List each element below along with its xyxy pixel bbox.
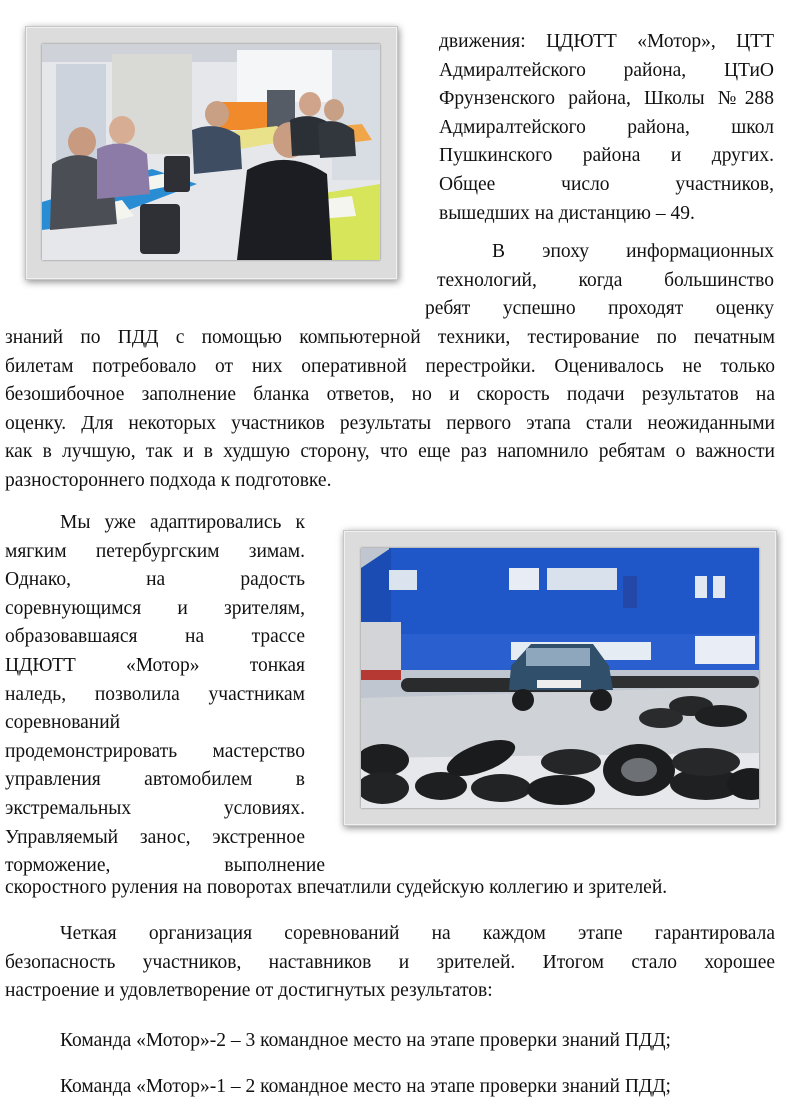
result-item: Команда «Мотор»-1 – 2 командное место на этапе проверки знаний ПДД; — [60, 1076, 671, 1097]
text-line: знаний по ПДД с помощью компьютерной техники, тестирование по печатным — [5, 327, 775, 348]
third-paragraph-end — [5, 874, 775, 903]
text-line: соревнований — [5, 712, 121, 734]
text-line: экстремальных условиях. — [5, 797, 305, 819]
text-line: движения: ЦДЮТТ «Мотор», ЦТТ — [439, 31, 774, 52]
text-line: Однако, на радость — [5, 569, 305, 591]
second-paragraph-body — [5, 324, 775, 496]
second-paragraph-start — [0, 238, 800, 324]
text-line: Пушкинского района и других. — [439, 145, 774, 167]
text-line: ребят успешно проходят оценку — [425, 298, 774, 320]
text-line: соревнующимся и зрителям, — [5, 597, 305, 619]
text-line: настроение и удовлетворение от достигнутых результатов: — [5, 980, 493, 1002]
text-line: торможение, выполнение — [5, 855, 325, 877]
text-line: разностороннего подхода к подготовке. — [5, 469, 332, 491]
text-line: как в лучшую, так и в худшую сторону, что еще раз напомнило ребятам о важности — [5, 441, 775, 463]
third-paragraph-start — [5, 509, 325, 881]
text-line: безошибочное заполнение бланка ответов, но и скорость подачи результатов на — [5, 384, 775, 406]
text-line: Управляемый занос, экстренное — [5, 826, 305, 848]
fourth-paragraph — [5, 920, 775, 1006]
text-line: продемонстрировать мастерство — [5, 740, 305, 762]
result-item: Команда «Мотор»-2 – 3 командное место на этапе проверки знаний ПДД; — [60, 1030, 671, 1051]
text-line: управления автомобилем в — [5, 769, 305, 791]
text-line: билетам потребовало от них оперативной перестройки. Оценивалось не только — [5, 355, 775, 377]
classroom-photo — [42, 44, 380, 260]
text-line: Адмиралтейского района, школ — [439, 116, 774, 138]
text-line: Четкая организация соревнований на каждом этапе гарантировала — [60, 923, 775, 944]
text-line: Фрунзенского района, Школы №288 — [439, 88, 774, 110]
text-line: вышедших на дистанцию – 49. — [439, 202, 695, 224]
text-line: Общее число участников, — [439, 173, 774, 195]
results-list — [60, 1018, 775, 1110]
text-line: образовавшаяся на трассе — [5, 626, 305, 648]
text-line: наледь, позволила участникам — [5, 683, 305, 705]
car-photo-frame — [343, 530, 777, 826]
text-line: В эпоху информационных — [492, 241, 774, 262]
text-line: мягким петербургским зимам. — [5, 540, 305, 562]
text-line: скоростного руления на поворотах впечатлили судейскую коллегию и зрителей. — [5, 877, 668, 898]
text-line: ЦДЮТТ «Мотор» тонкая — [5, 654, 305, 676]
car-photo — [361, 548, 759, 808]
text-line: оценку. Для некоторых участников результаты первого этапа стали неожиданными — [5, 412, 775, 434]
text-line: Адмиралтейского района, ЦТиО — [439, 59, 774, 81]
text-line: технологий, когда большинство — [437, 269, 774, 291]
text-line: Мы уже адаптировались к — [60, 512, 305, 533]
text-line: безопасность участников, наставников и зрителей. Итогом стало хорошее — [5, 951, 775, 973]
top-paragraph — [439, 28, 774, 228]
